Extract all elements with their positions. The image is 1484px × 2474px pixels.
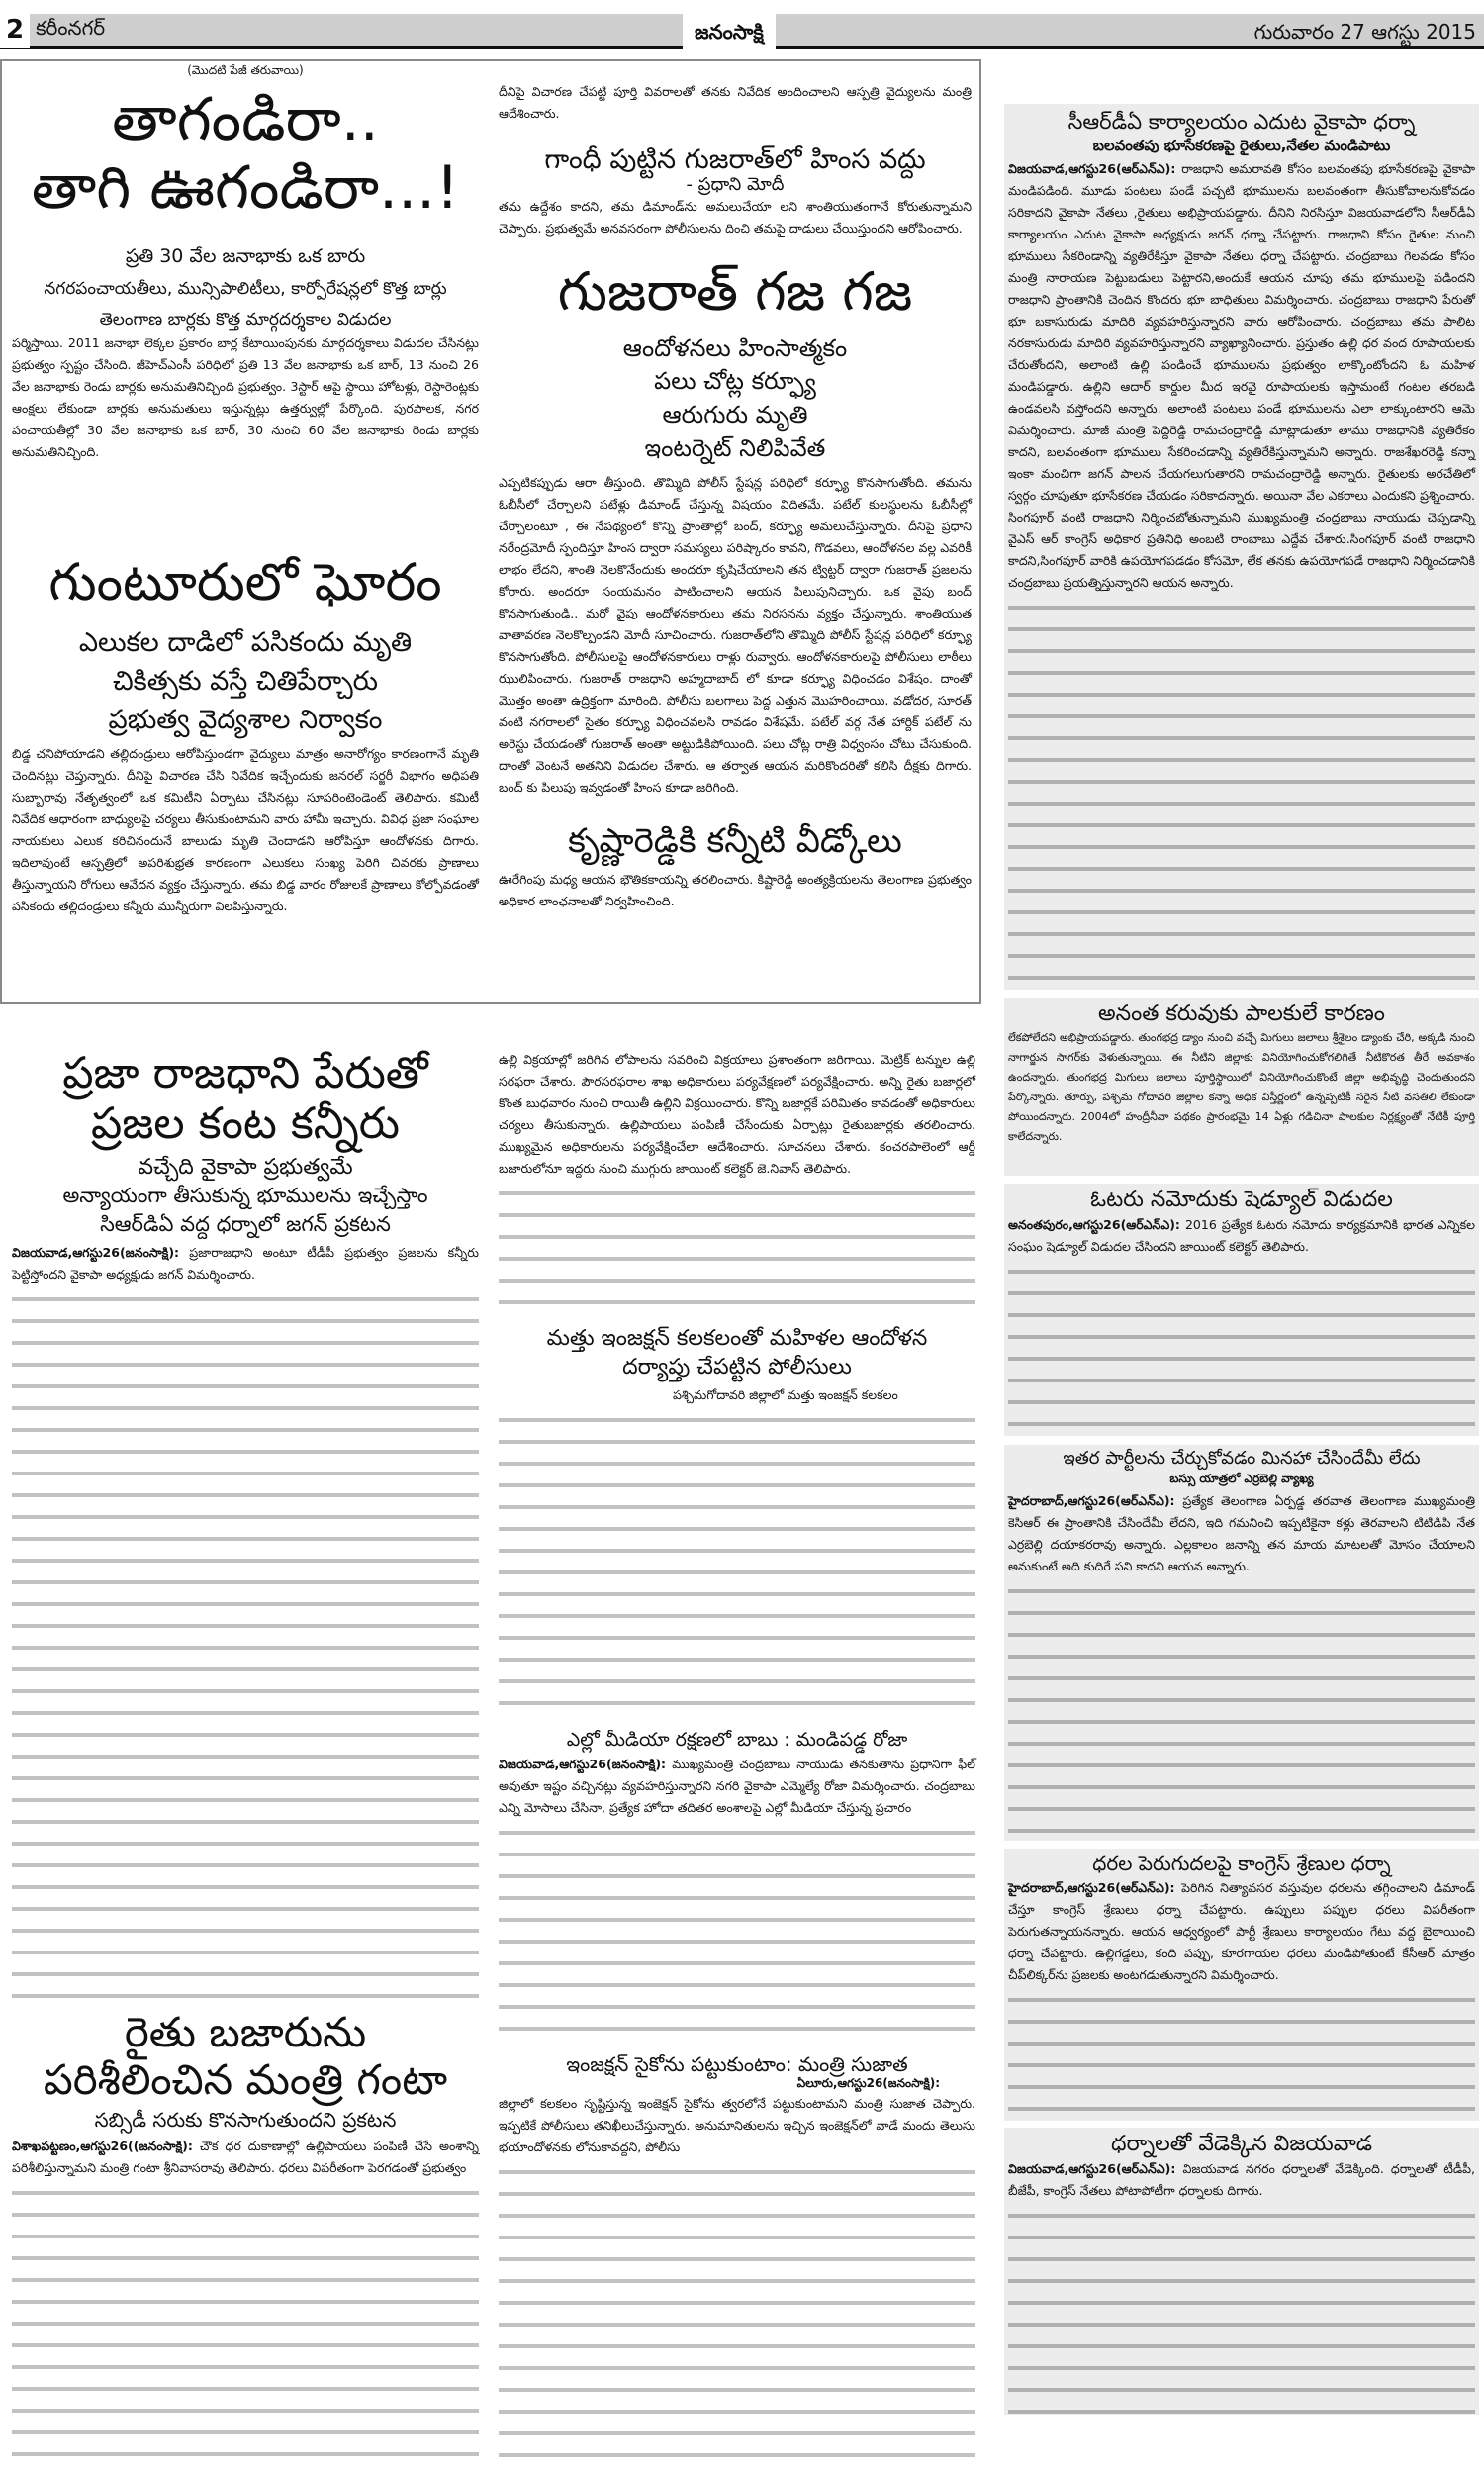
article-errabelli — [1004, 1445, 1479, 1841]
subheadline: తెలంగాణ బార్లకు కొత్త మార్గదర్శకాల విడుదల — [99, 310, 392, 331]
article-text: ప్రత్యేక తెలంగాణ ఏర్పడ్డ తరవాత తెలంగాణ ముఖ్యమంత్రి కెసిఆర్ ఈ ప్రాంతానికి చేసిందేమీ లేదని, ఇది గమనించి ఇప్పటికైనా కళ్లు తెరవాలని టిటిడిపి నేత ఎర్రబెల్లి దయాకరరావు అన్నారు. ఎల్లకాలం జనాన్ని తన మాయ మాటలతో మోసం చేయాలని అనుకుంటే అది కుదిరే పని కాదని ఆయన అన్నారు. — [1008, 1492, 1475, 1573]
subheadline: దర్యాప్తు చేపట్టిన పోలీసులు — [622, 1355, 852, 1380]
subheadline: బస్సు యాత్రలో ఎర్రబెల్లి వ్యాఖ్య — [1169, 1471, 1314, 1485]
page-number: 2 — [0, 12, 30, 48]
article-ananta-drought — [1004, 998, 1479, 1176]
article-text-continued — [1008, 1262, 1475, 1436]
article-text-continued — [499, 1410, 975, 1722]
subheadline: సిఆర్‌డిఏ వద్ద ధర్నాలో జగన్ ప్రకటన — [100, 1211, 391, 1236]
subheadline: ఎలుకల దాడిలో పసికందు మృతి — [78, 626, 413, 658]
headline: రైతు బజారును — [124, 2009, 367, 2056]
article-text-continued — [1008, 2206, 1475, 2415]
headline: ధర్నాలతో వేడెక్కిన విజయవాడ — [1110, 2132, 1373, 2156]
article-text-continued — [499, 2162, 975, 2464]
byline: - ప్రధాని మోదీ — [686, 174, 785, 196]
dateline: విశాఖపట్టణం,ఆగస్టు26((జనంసాక్షి): — [12, 2138, 193, 2153]
dateline: ఏలూరు,ఆగస్టు26(జనంసాక్షి): — [796, 2076, 940, 2090]
dateline: హైదరాబాద్,ఆగస్టు26(ఆర్ఎన్ఎ): — [1008, 1492, 1175, 1508]
headline: అనంత కరువుకు పాలకులే కారణం — [1098, 1001, 1385, 1026]
article-text-continued — [499, 1184, 975, 1321]
dateline: విజయవాడ,ఆగస్టు26(ఆర్ఎన్ఎ): — [1008, 2161, 1176, 2177]
article-body — [1004, 1877, 1479, 1986]
article-body: లేకపోలేదని అభిప్రాయపడ్డారు. తుంగభద్ర డ్యాం నుంచి వచ్చే మిగులు జలాలు శ్రీశైలం డ్యాంకు చేరి, అక్కడి నుంచి నాగార్జున సాగర్‌కు వెళుతున్నాయి. ఈ నీటిని జిల్లాకు వినియోగించుకోగలిగితే నీటికొరత తీరే అవకాశం ఉందన్నారు. తుంగభద్ర మిగులు జలాలు పూర్తిస్థాయిలో వినియోగించుకొంటే జిల్లా అభివృద్ధి చెందుతుందని పేర్కొన్నారు. తూర్పు, పశ్చిమ గోదావరి జిల్లాల కన్నా అధిక విస్తీర్ణంలో ఉన్నప్పటికీ సరైన నీటి వసతిలి లేకుండా పోయిందన్నారు. 2004లో హంద్రీనీవా పథకం ప్రారంభమై 14 ఏళ్లు గడిచినా పాలకుల నిర్లక్ష్యంతో నేటికీ పూర్తి కాలేదన్నారు. — [1008, 1031, 1475, 1144]
article-text: విజయవాడ నగరం ధర్నాలతో వేడెక్కింది. ధర్నాలతో టీడీపీ, బీజేపీ, కాంగ్రెస్ నేతలు పోటాపోటీగా ధర్నాలకు దిగారు. — [1008, 2161, 1475, 2199]
article-body — [1004, 2158, 1479, 2202]
subheadline: ప్రభుత్వ వైద్యశాల నిర్వాకం — [108, 704, 383, 735]
article-body: ఊరేగింపు మధ్య ఆయన భౌతికకాయన్ని తరలించారు. కిష్టారెడ్డి అంత్యక్రియలను తెలంగాణ ప్రభుత్వం అధికార లాంఛనాలతో నిర్వహించింది. — [499, 872, 972, 909]
article-roja — [495, 1730, 979, 2046]
headline: మత్తు ఇంజక్షన్ కలకలంతో మహిళల ఆందోళన — [546, 1326, 928, 1351]
article-bars — [8, 63, 483, 528]
subheadline: బలవంతపు భూసేకరణపై రైతులు,నేతల మండిపాటు — [1092, 137, 1391, 155]
continued-label: (మొదటి పేజీ తరువాయి) — [187, 63, 304, 77]
article-guntur — [8, 554, 483, 999]
article-gujarat — [495, 63, 975, 999]
article-crda-dharna — [1004, 104, 1479, 990]
article-text-continued — [12, 2183, 479, 2464]
article-onion-sales — [495, 1049, 979, 1321]
article-praja-rajadhani — [8, 1049, 483, 1999]
newspaper-logo: జనంసాక్షి — [683, 14, 776, 49]
dateline: విజయవాడ,ఆగస్టు26(జనంసాక్షి): — [499, 1756, 667, 1771]
article-text: ముఖ్యమంత్రి చంద్రబాబు నాయుడు తనకుతాను ప్రధానిగా ఫీల్ అవుతూ ఇష్టం వచ్చినట్లు వ్యవహరిస్తున్నారని నగరి వైకాపా ఎమ్మెల్యే రోజా విమర్శించారు. చంద్రబాబు ఎన్ని మోసాలు చేసినా, ప్రత్యేక హోదా తదితర అంశాలపై ఎల్లో మీడియా చేస్తున్న ప్రచారం — [499, 1756, 975, 1815]
article-body — [1004, 1214, 1479, 1258]
dateline: విజయవాడ,ఆగస్టు26(ఆర్ఎన్ఎ): — [1008, 161, 1176, 177]
subheadline: ఆరుగురు మృతి — [662, 401, 808, 429]
article-congress-dharna — [1004, 1849, 1479, 2121]
article-text-continued — [1008, 598, 1475, 990]
subheadline: నగరపంచాయతీలు, మున్సిపాలిటీలు, కార్పోరేషన్లలో కొత్త బార్లు — [44, 278, 447, 299]
article-body — [8, 1242, 483, 1285]
headline: తాగండిరా.. — [112, 85, 379, 154]
edition-name: కరీంనగర్ — [36, 15, 106, 40]
subheadline: సబ్సిడీ సరుకు కొనసాగుతుందని ప్రకటన — [94, 2107, 397, 2132]
article-body — [1004, 158, 1479, 594]
headline: గాంధీ పుట్టిన గుజరాత్‌లో హింస వద్దు — [544, 144, 926, 175]
article-text: ప్రజారాజధాని అంటూ టీడీపీ ప్రభుత్వం ప్రజలను కన్నీరు పెట్టిస్తోందని వైకాపా అధ్యక్షుడు జగన్ విమర్శించారు. — [12, 1244, 479, 1282]
subheadline: పలు చోట్ల కర్ఫ్యూ — [654, 367, 816, 396]
headline: పరిశీలించిన మంత్రి గంటా — [43, 2055, 448, 2105]
article-body — [8, 2136, 483, 2179]
article-injection-protest — [495, 1326, 979, 1722]
headline: గుంటూరులో ఘోరం — [48, 554, 442, 613]
article-text: 2016 ప్రత్యేక ఓటరు నమోదు కార్యక్రమానికి భారత ఎన్నికల సంఘం షెడ్యూల్ విడుదల చేసిందని జాయింట్ కలెక్టర్ తెలిపారు. — [1008, 1217, 1475, 1255]
article-body: ఎప్పటికప్పుడు ఆరా తీస్తుంది. తొమ్మిది పోలీస్ స్టేషన్ల పరిధిలో కర్ఫ్యూ కొనసాగుతోంది. తమను ఓబీసీలో చేర్చాలని పటేళ్లు డిమాండ్ చేస్తున్న విషయం విదితమే. పటేల్ కులస్థులను ఓబీసీల్లో చేర్చాలంటూ , ఈ నేపథ్యంలో కొన్ని ప్రాంతాల్లో బంద్, కర్ఫ్యూ అమలుచేస్తున్నారు. దీనిపై ప్రధాని నరేంద్రమోదీ స్పందిస్తూ హింస ద్వారా సమస్యలు పరిష్కారం కావని, గొడవలు, ఆందోళనల వల్ల ఎవరికీ లాభం లేదని, శాంతి నెలకొనేందుకు అందరూ కృషిచేయాలని తన ట్విట్టర్ ద్వారా గుజరాత్ ప్రజలను కోరారు. అందరూ సంయమనం పాటించాలని ఆయన పిలుపునిచ్చారు. ఒక వైపు బంద్ కొనసాగుతుండి.. మరో వైపు ఆందోళనకారులు తమ నిరసనను వ్యక్తం చేస్తున్నారు. శాంతియుత వాతావరణ నెలకొల్పండని మోదీ సూచించారు. గుజరాత్‌లోని తొమ్మిది పోలీస్ స్టేషన్ల పరిధిలో కర్ఫ్యూ కొనసాగుతోంది. పోలీసులపై ఆందోళనకారులు రాళ్లు రువ్వారు. ఆందోళనకారులపై పోలీసులు లాఠీలు ఝులిపించారు. గుజరాత్ రాజధాని అహ్మదాబాద్ లో కూడా కర్ఫ్యూ విధించడం విశేషం. దాంతో మొత్తం అంతా ఉద్రిక్తంగా మారింది. పోలీసు బలగాలు పెద్ద ఎత్తున మొహరించాయి. వడోదర, సూరత్ వంటి నగరాలలో సైతం కర్ఫ్యూ విధించవలసి రావడం విశేషమే. పటేల్ వర్గ నేత హార్దిక్ పటేల్ ను అరెస్టు చేయడంతో గుజరాత్ అంతా అట్టుడికిపోయింది. పలు చోట్ల రాత్రి విధ్వంసం చోటు చేసుకుంది. దాంతో వెంటనే అతనిని విడుదల చేశారు. ఆ తర్వాత ఆయన మరికొందరితో కలిసి దీక్షకు దిగారు. బంద్ కు పిలుపు ఇవ్వడంతో హింస కూడా జరిగింది. — [499, 475, 972, 796]
article-text-continued — [499, 1823, 975, 2046]
article-text-continued — [1008, 1581, 1475, 1841]
issue-date: గురువారం 27 ఆగస్టు 2015 — [1253, 20, 1476, 44]
headline: సీఆర్‌డీఏ కార్యాలయం ఎదుట వైకాపా ధర్నా — [1067, 110, 1416, 134]
article-body: బిడ్డ చనిపోయాడని తల్లిదండ్రులు ఆరోపిస్తుండగా వైద్యులు మాత్రం అనారోగ్యం కారణంగానే మృతి చెందినట్లు చెప్తున్నారు. దీనిపై విచారణ చేసి నివేదిక ఇచ్చేందుకు జనరల్ సర్జరీ విభాగం అధిపతి సుబ్బారావు నేతృత్వంలో ఒక కమిటీని ఏర్పాటు చేసినట్లు సూపరింటెండెంట్ తెలిపారు. కమిటీ నివేదిక ఆధారంగా బాధ్యులపై చర్యలు తీసుకుంటామని వారు హామీ ఇచ్చారు. వివిధ ప్రజా సంఘాల నాయకులు ఎలుక కరిచినందునే బాలుడు మృతి చెందాడని ఆరోపిస్తూ ఆందోళనకు దిగారు. ఇదిలావుంటే ఆస్పత్రిలో అపరిశుభ్రత కారణంగా ఎలుకలు సంఖ్య పెరిగి చివరకు ప్రాణాలు తీస్తున్నాయని రోగులు ఆవేదన వ్యక్తం చేస్తున్నారు. తమ బిడ్డ వారం రోజులకే ప్రాణాలు కోల్పోవడంతో పసికందు తల్లిదండ్రులు కన్నీరు మున్నీరుగా విలపిస్తున్నారు. — [12, 745, 479, 913]
article-body: పశ్చిమగోదావరి జిల్లాలో మత్తు ఇంజక్షన్ కలకలం — [673, 1386, 898, 1402]
headline: తాగి ఊగండిరా...! — [31, 153, 460, 223]
subheadline: ప్రతి 30 వేల జనాభాకు ఒక బారు — [125, 245, 366, 267]
article-text: రాజధాని అమరావతి కోసం బలవంతపు భూసేకరణపై వైకాపా మండిపడింది. మూడు పంటలు పండే పచ్చటి భూములను బలవంతంగా తీసుకోవాలనుకోవడం సరికాదని వైకాపా నేతలు ,రైతులు అభిప్రాయపడ్డారు. దీనిని నిరసిస్తూ విజయవాడలోని సీఆర్‌డీఏ కార్యాలయం ఎదుట వైకాపా అధ్యక్షుడు జగన్ ధర్నా చేపట్టారు. రాజధాని కోసం రైతుల నుంచి భూములు సేకరిండాన్ని వ్యతిరేకిస్తూ వైకాపా నేతలు ధర్నా చేపట్టారు. చంద్రబాబు గెలవడం కోసం మంత్రి నారాయణ పెట్టుబడులు పెట్టారని,అందుకే ఆయన చూపు తమ భూములపై పడిందని రాజధాని ప్రాంతానికి చెందిన కొందరు భూ బాధితులు విమర్శించారు. చంద్రబాబు రాజధాని పేరుతో భూ బకాసురుడు మాదిరి వ్యవహరిస్తున్నారని వారు ఆరోపించారు. చంద్రబాబు తమ పాలిట నరకాసురుడు మాదిరి వ్యవహరిస్తున్నారని వ్యాఖ్యానించారు. ప్రస్తుతం ఉల్లి ధర వంద రూపాయలకు చేరుతోందని, అలాంటి ఉల్లి పండించే భూములను ప్రభుత్వం లాక్కొంటోందని ఓ మహిళ మండిపడ్డారు. ఉల్లిని ఆదార్ కార్డుల మీద ఇరవై రూపాయలకు ఇస్తామంటే గంటల తరబడి ఉండవలసి వస్తోందని అన్నారు. అలాంటి పంటలు పండే భూములను ఎలా లాక్కుంటారని ఆమె విమర్శించారు. మాజీ మంత్రి పెద్దిరెడ్డి రామచంద్రారెడ్డి మాట్లాడుతూ తాము రాజధానికి వ్యతిరేకం కాదని, బలవంతంగా భూములు సేకరించడాన్ని వ్యతిరేకిస్తున్నామని అన్నారు. రాజశేఖరరెడ్డి కన్నా ఇంకా మంచిగా జగన్ పాలన చేయగలుగుతారని రామచంద్రారెడ్డి అన్నారు. రైతులకు అరచేతిలో స్వర్గం చూపుతూ భూసేకరణ చేయడం సరికాదన్నారు. అయినా వేల ఎకరాలు ఎందుకని ప్రశ్నించారు. సింగపూర్ వంటి రాజధాని నిర్మించబోతున్నామని ముఖ్యమంత్రి చంద్రబాబు నాయుడు చెప్పడాన్ని వైఎస్ ఆర్ కాంగ్రెస్ అధికార ప్రతినిధి అంబటి రాంబాబు ఎద్దేవ చేశారు.సింగపూర్ వంటి రాజధాని కాదని,సింగపూర్ వారికి ఉపయోగపడడం కోసమో, లేక తనకు ఉపయోగపడే రాజధాని నిర్మించడానికి చంద్రబాబు ప్రయత్నిస్తున్నారని ఆయన అన్నారు. — [1008, 161, 1475, 591]
article-text-continued — [1008, 1990, 1475, 2121]
article-injection-psycho — [495, 2053, 979, 2464]
headline: ఎల్లో మీడియా రక్షణలో బాబు : మండిపడ్డ రోజా — [566, 1730, 908, 1751]
article-voter-schedule — [1004, 1184, 1479, 1436]
article-text-continued — [12, 1289, 479, 1999]
headline: ఇతర పార్టీలను చేర్చుకోవడం మినహా చేసిందేమీ లేదు — [1063, 1448, 1421, 1469]
article-rythu-bazar — [8, 2009, 483, 2464]
article-body: ఉల్లి విక్రయాల్లో జరిగిన లోపాలను సవరించి విక్రయాలు ప్రశాంతంగా జరిగాయి. మెట్రిక్ టన్నుల ఉల్లి సరఫరా చేశారు. పౌరసరఫరాల శాఖ అధికారులు పర్యవేక్షణలో పర్యవేక్షించారు. అన్ని రైతు బజార్లలో కొంత బుధవారం నుంచి రాయితీ ఉల్లిని విక్రయించారు. కొన్ని బజార్లకే పరిమితం కావడంతో అధికారులు చర్యలు తీసుకున్నారు. ఉల్లిపాయలు పంపిణీ చేసేందుకు ఏర్పాట్లు రైతుబజార్లకు తరలించారు. ముఖ్యమైన అధికారులను పర్యవేక్షించేలా ఆదేశించారు. సూచనలు చేశారు. కంచరపాలెంలో ఆర్డీ బజారులోనూ ఇద్దరు నుంచి ముగ్గురు జాయింట్ కలెక్టర్ జె.నివాస్ తెలిపారు. — [499, 1052, 975, 1176]
subheadline: వచ్చేది వైకాపా ప్రభుత్వమే — [138, 1155, 353, 1181]
dateline: అనంతపురం,ఆగస్టు26(ఆర్ఎన్ఎ): — [1008, 1217, 1180, 1233]
headline: గుజరాత్ గజ గజ — [557, 259, 913, 323]
dateline: హైదరాబాద్,ఆగస్టు26(ఆర్ఎన్ఎ): — [1008, 1880, 1175, 1895]
subheadline: ఇంటర్నెట్ నిలిపివేత — [644, 433, 826, 462]
article-body — [1004, 1490, 1479, 1577]
subheadline: చికిత్సకు వస్తే చితిపేర్చారు — [112, 665, 379, 697]
headline: ప్రజల కంట కన్నీరు — [90, 1097, 401, 1149]
page-header — [0, 14, 1484, 49]
article-body: తమ ఉద్దేశం కాదని, తమ డిమాండ్‌ను అమలుచేయా లని శాంతియుతంగానే కోరుతున్నామని చెప్పారు. ప్రభుత్వమే అనవసరంగా పోలీసులను దించి తమపై దాడులు చేయిస్తుందని ఆరోపించారు. — [499, 198, 972, 236]
headline: ఇంజక్షన్ సైకోను పట్టుకుంటాం: మంత్రి సుజాత — [566, 2053, 908, 2076]
dateline: విజయవాడ,ఆగస్టు26(జనంసాక్షి): — [12, 1244, 180, 1260]
subheadline: ఆందోళనలు హింసాత్మకం — [622, 333, 848, 362]
article-text: చౌక ధర దుకాణాల్లో ఉల్లిపాయలు పంపిణీ చేసే అంశాన్ని పరిశీలిస్తున్నామని మంత్రి గంటా శ్రీనివాసరావు తెలిపారు. ధరలు విపరీతంగా పెరగడంతో ప్రభుత్వం — [12, 2138, 479, 2175]
article-body: జిల్లాలో కలకలం సృష్టిస్తున్న ఇంజెక్షన్ సైకోను త్వరలోనే పట్టుకుంటామని మంత్రి సుజాత చెప్పారు. ఇప్పటికే పోలీసులు తనిఖీలుచేస్తున్నారు. అనుమానితులను ఇచ్చిన ఇంజెక్షన్‌లో వాడే మందు తెలుసు భయాందోళనకు లోనుకావద్దని, పోలీసు — [499, 2096, 975, 2154]
article-text: పెరిగిన నిత్యావసర వస్తువుల ధరలను తగ్గించాలని డిమాండ్ చేస్తూ కాంగ్రెస్ శ్రేణులు ధర్నా చేపట్టారు. ఉప్పులు పప్పుల ధరలు విపరీతంగా పెరుగుతన్నాయనన్నారు. ఆయన ఆధ్వర్యంలో పార్టీ శ్రేణులు కార్యాలయం గేటు వద్ద బైఠాయించి ధర్నా చేపట్టారు. ఉల్లిగడ్డలు, కంది పప్పు, కూరగాయల ధరలు మండిపోతుంటే కేసీఆర్ మాత్రం చీప్‌లిక్కర్‌ను ప్రజలకు అంటగడుతున్నారని విమర్శించారు. — [1008, 1880, 1475, 1982]
headline: ఓటరు నమోదుకు షెడ్యూల్ విడుదల — [1090, 1188, 1393, 1212]
article-body: దీనిపై విచారణ చేపట్టి పూర్తి వివరాలతో తనకు నివేదిక అందించాలని ఆస్పత్రి వైద్యులను మంత్రి ఆదేశించారు. — [499, 84, 972, 121]
subheadline: అన్యాయంగా తీసుకున్న భూములను ఇచ్చేస్తాం — [62, 1184, 428, 1208]
headline: ప్రజా రాజధాని పేరుతో — [62, 1049, 428, 1098]
article-body: పర్మిస్తాయి. 2011 జనాభా లెక్కల ప్రకారం బార్ల కేటాయింపునకు మార్గదర్శకాలు విడుదల చేసినట్లు ప్రభుత్వం స్పష్టం చేసింది. జీహెచ్ఎంసీ పరిధిలో ప్రతి 13 వేల జనాభాకు ఒక బార్, 13 నుంచి 26 వేల జనాభాకు రెండు బార్లకు అనుమతినిచ్చింది ప్రభుత్వం. 3స్టార్ ఆపై స్థాయి హోటళ్లు, రెస్టారెంట్లకు ఆంక్షలు లేకుండా బార్లకు అనుమతులు ఇస్తున్నట్లు ఉత్తర్వుల్లో పేర్కొంది. పురపాలక, నగర పంచాయతీల్లో 30 వేల జనాభాకు ఒక బార్, 30 నుంచి 60 వేల జనాభాకు రెండు బార్లకు అనుమతినిచ్చింది. — [12, 334, 479, 459]
article-body — [495, 1754, 979, 1819]
headline: ధరల పెరుగుదలపై కాంగ్రెస్ శ్రేణుల ధర్నా — [1092, 1852, 1391, 1875]
headline: కృష్ణారెడ్డికి కన్నీటి వీడ్కోలు — [568, 821, 902, 862]
article-vijayawada-dharnas — [1004, 2128, 1479, 2415]
